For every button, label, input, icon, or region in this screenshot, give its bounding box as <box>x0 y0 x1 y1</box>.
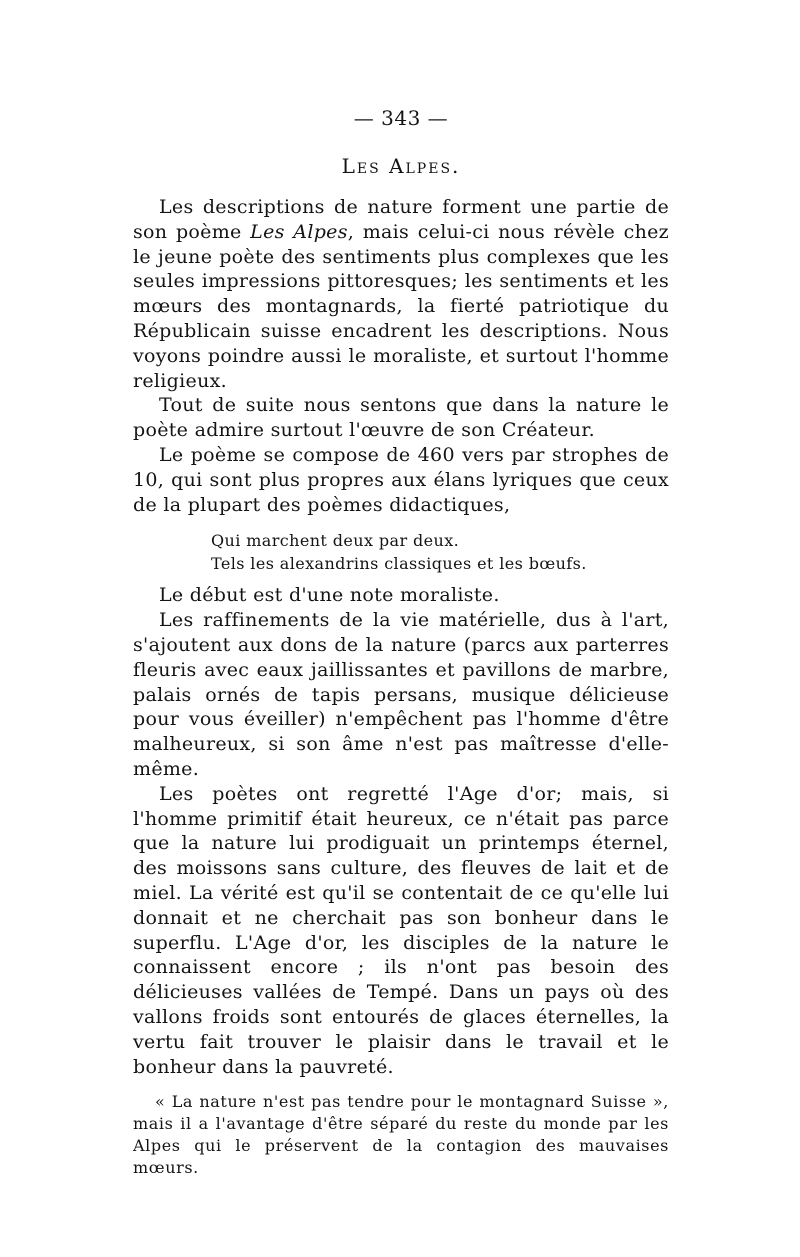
verse-line-1: Qui marchent deux par deux. <box>211 531 460 551</box>
paragraph-age-dor: Les poètes ont regretté l'Age d'or; mais, si l'homme primitif était heureux, ce n'était pas parce que la nature lui prodiguait un printemps éternel, des moissons sans culture, des fleuves de lait et de miel. La vérité est qu'il se contentait de ce qu'elle lui donnait et ne cherchait pas son bonheur dans le superflu. L'Age d'or, les disciples de la nature le connaissent encore ; ils n'ont pas besoin des délicieuses vallées de Tempé. Dans un pays où des vallons froids sont entourés de glaces éternelles, la vertu fait trouver le plaisir dans le travail et le bonheur dans la pauvreté. <box>133 782 669 1078</box>
paragraph-intro-start: Les descriptions de nature forment une partie de son poème <box>133 196 669 243</box>
book-page <box>133 103 669 1179</box>
paragraph-structure: Le poème se compose de 460 vers par strophes de 10, qui sont plus propres aux élans lyriques que ceux de la plupart des poèmes didactiques, <box>133 443 669 516</box>
footnote: « La nature n'est pas tendre pour le montagnard Suisse », mais il a l'avantage d'être séparé du reste du monde par les Alpes qui le préservent de la contagion des mauvaises mœurs. <box>133 1092 669 1178</box>
verse-quote <box>211 529 669 575</box>
paragraph-raffinements: Les raffinements de la vie matérielle, dus à l'art, s'ajoutent aux dons de la nature (parcs aux parterres fleuris avec eaux jaillissantes et pavillons de marbre, palais ornés de tapis persans, musique délicieuse pour vous éveiller) n'empêchent pas l'homme d'être malheureux, si son âme n'est pas maîtresse d'elle-même. <box>133 609 669 780</box>
section-title: Les Alpes. <box>341 154 461 178</box>
paragraph-creator: Tout de suite nous sentons que dans la nature le poète admire surtout l'œuvre de son Créateur. <box>133 394 669 442</box>
paragraph-intro <box>133 195 669 393</box>
paragraph-intro-rest: , mais celui-ci nous révèle chez le jeune poète des sentiments plus complexes que les seules impressions pittoresques; les sentiments et les mœurs des montagnards, la fierté patriotique du Républicain suisse encadrent les descriptions. Nous voyons poindre aussi le moraliste, et surtout l'homme religieux. <box>133 220 669 392</box>
page-number: — 343 — <box>353 106 449 130</box>
verse-line-2: Tels les alexandrins classiques et les bœufs. <box>211 554 587 574</box>
paragraph-debut: Le début est d'une note moraliste. <box>159 584 500 607</box>
poem-title-italic: Les Alpes <box>250 220 348 243</box>
